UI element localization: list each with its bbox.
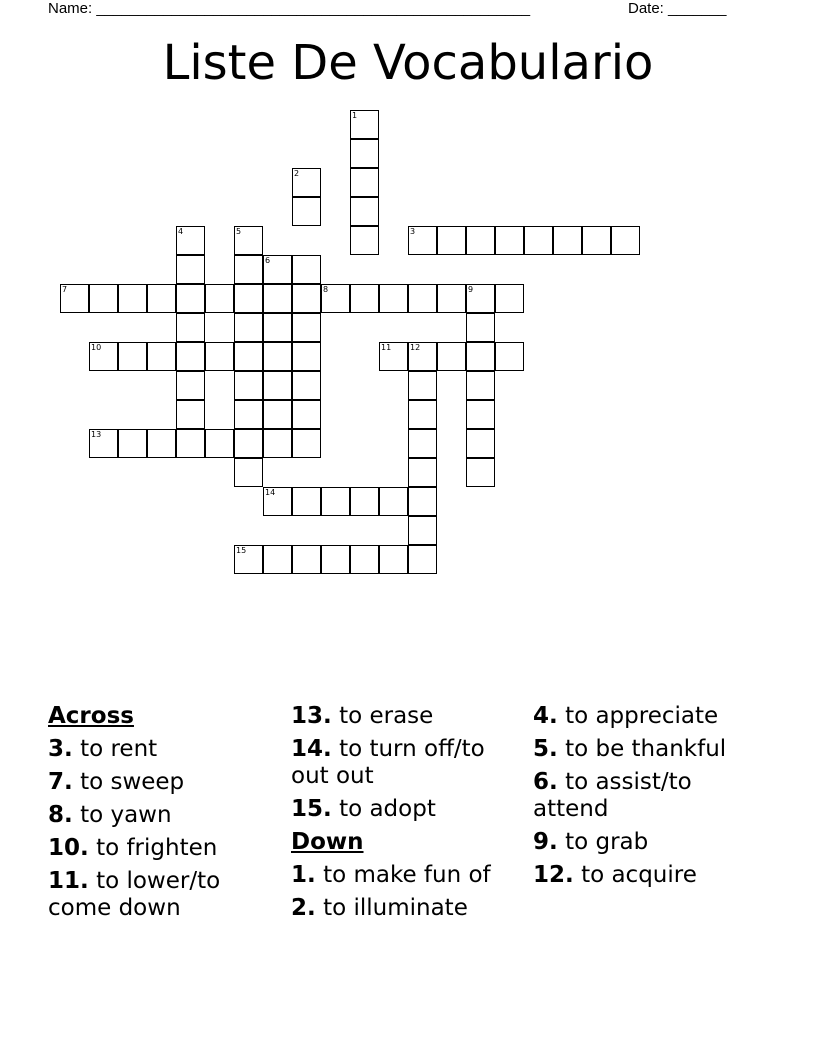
grid-cell <box>466 429 495 458</box>
grid-cell <box>408 284 437 313</box>
grid-cell <box>60 284 89 313</box>
grid-cell <box>379 284 408 313</box>
grid-cell <box>205 342 234 371</box>
grid-cell <box>263 487 292 516</box>
grid-cell <box>292 487 321 516</box>
grid-cell <box>408 545 437 574</box>
grid-cell <box>292 284 321 313</box>
grid-cell <box>176 429 205 458</box>
grid-cell <box>234 255 263 284</box>
down-clue-12: 12. to acquire <box>533 862 697 888</box>
grid-cell <box>292 371 321 400</box>
grid-cell <box>176 400 205 429</box>
grid-cell <box>292 255 321 284</box>
grid-cell <box>437 284 466 313</box>
grid-cell <box>292 313 321 342</box>
grid-cell <box>263 545 292 574</box>
grid-cell <box>553 226 582 255</box>
grid-cell <box>408 487 437 516</box>
grid-cell <box>437 226 466 255</box>
grid-cell <box>234 545 263 574</box>
grid-cell <box>234 313 263 342</box>
grid-cell <box>147 284 176 313</box>
clue-number: 3 <box>410 227 416 236</box>
grid-cell <box>408 371 437 400</box>
grid-cell <box>379 545 408 574</box>
grid-cell <box>234 226 263 255</box>
clue-number: 11 <box>381 343 392 352</box>
across-clue-8: 8. to yawn <box>48 802 172 828</box>
grid-cell <box>89 342 118 371</box>
grid-cell <box>292 429 321 458</box>
grid-cell <box>118 429 147 458</box>
clue-number: 6 <box>265 256 271 265</box>
grid-cell <box>350 139 379 168</box>
name-field-label: Name: ____________________________________________________ <box>48 0 531 17</box>
grid-cell <box>205 429 234 458</box>
grid-cell <box>263 400 292 429</box>
grid-cell <box>466 371 495 400</box>
grid-cell <box>263 342 292 371</box>
grid-cell <box>495 342 524 371</box>
grid-cell <box>350 110 379 139</box>
grid-cell <box>263 313 292 342</box>
grid-cell <box>292 197 321 226</box>
across-heading: Across <box>48 703 134 729</box>
grid-cell <box>379 342 408 371</box>
across-clue-11: 11. to lower/to come down <box>48 868 221 921</box>
down-clue-2: 2. to illuminate <box>291 895 468 921</box>
across-clue-15: 15. to adopt <box>291 796 436 822</box>
grid-cell <box>176 342 205 371</box>
clue-column-3 <box>533 703 763 895</box>
grid-cell <box>234 458 263 487</box>
grid-cell <box>611 226 640 255</box>
grid-cell <box>321 545 350 574</box>
clue-column-1 <box>48 703 278 928</box>
across-clue-7: 7. to sweep <box>48 769 185 795</box>
grid-cell <box>495 226 524 255</box>
down-heading: Down <box>291 829 364 855</box>
grid-cell <box>466 400 495 429</box>
grid-cell <box>263 255 292 284</box>
grid-cell <box>524 226 553 255</box>
grid-cell <box>437 342 466 371</box>
down-clue-9: 9. to grab <box>533 829 649 855</box>
clue-column-2 <box>291 703 521 928</box>
grid-cell <box>234 284 263 313</box>
grid-cell <box>176 284 205 313</box>
across-clue-14: 14. to turn off/to out out <box>291 736 485 789</box>
clue-number: 9 <box>468 285 474 294</box>
grid-cell <box>234 342 263 371</box>
grid-cell <box>466 458 495 487</box>
grid-cell <box>466 313 495 342</box>
grid-cell <box>176 371 205 400</box>
grid-cell <box>176 255 205 284</box>
clue-number: 15 <box>236 546 247 555</box>
grid-cell <box>89 284 118 313</box>
grid-cell <box>263 284 292 313</box>
date-field-label: Date: _______ <box>628 0 727 17</box>
grid-cell <box>408 400 437 429</box>
clue-number: 4 <box>178 227 184 236</box>
grid-cell <box>263 429 292 458</box>
page-title: Liste De Vocabulario <box>162 35 654 91</box>
grid-cell <box>321 487 350 516</box>
grid-cell <box>408 226 437 255</box>
clue-number: 1 <box>352 111 358 120</box>
grid-cell <box>408 342 437 371</box>
across-clue-10: 10. to frighten <box>48 835 218 861</box>
across-clue-13: 13. to erase <box>291 703 434 729</box>
grid-cell <box>466 226 495 255</box>
grid-cell <box>292 168 321 197</box>
down-clue-4: 4. to appreciate <box>533 703 719 729</box>
grid-cell <box>234 400 263 429</box>
grid-cell <box>495 284 524 313</box>
clue-number: 10 <box>91 343 102 352</box>
clue-number: 14 <box>265 488 276 497</box>
grid-cell <box>205 284 234 313</box>
down-clue-6: 6. to assist/to attend <box>533 769 692 822</box>
clue-number: 7 <box>62 285 68 294</box>
grid-cell <box>350 197 379 226</box>
clue-number: 13 <box>91 430 102 439</box>
clue-number: 12 <box>410 343 421 352</box>
grid-cell <box>379 487 408 516</box>
grid-cell <box>147 429 176 458</box>
down-clue-1: 1. to make fun of <box>291 862 491 888</box>
grid-cell <box>292 342 321 371</box>
grid-cell <box>350 168 379 197</box>
clue-number: 8 <box>323 285 329 294</box>
grid-cell <box>350 284 379 313</box>
grid-cell <box>147 342 176 371</box>
grid-cell <box>176 313 205 342</box>
grid-cell <box>350 226 379 255</box>
grid-cell <box>582 226 611 255</box>
grid-cell <box>466 342 495 371</box>
grid-cell <box>234 371 263 400</box>
grid-cell <box>118 284 147 313</box>
grid-cell <box>234 429 263 458</box>
grid-cell <box>263 371 292 400</box>
clue-number: 2 <box>294 169 300 178</box>
grid-cell <box>350 545 379 574</box>
clue-number: 5 <box>236 227 242 236</box>
down-clue-5: 5. to be thankful <box>533 736 727 762</box>
grid-cell <box>176 226 205 255</box>
grid-cell <box>292 545 321 574</box>
grid-cell <box>466 284 495 313</box>
grid-cell <box>89 429 118 458</box>
grid-cell <box>321 284 350 313</box>
grid-cell <box>118 342 147 371</box>
grid-cell <box>408 458 437 487</box>
grid-cell <box>408 516 437 545</box>
across-clue-3: 3. to rent <box>48 736 158 762</box>
grid-cell <box>292 400 321 429</box>
grid-cell <box>408 429 437 458</box>
grid-cell <box>350 487 379 516</box>
